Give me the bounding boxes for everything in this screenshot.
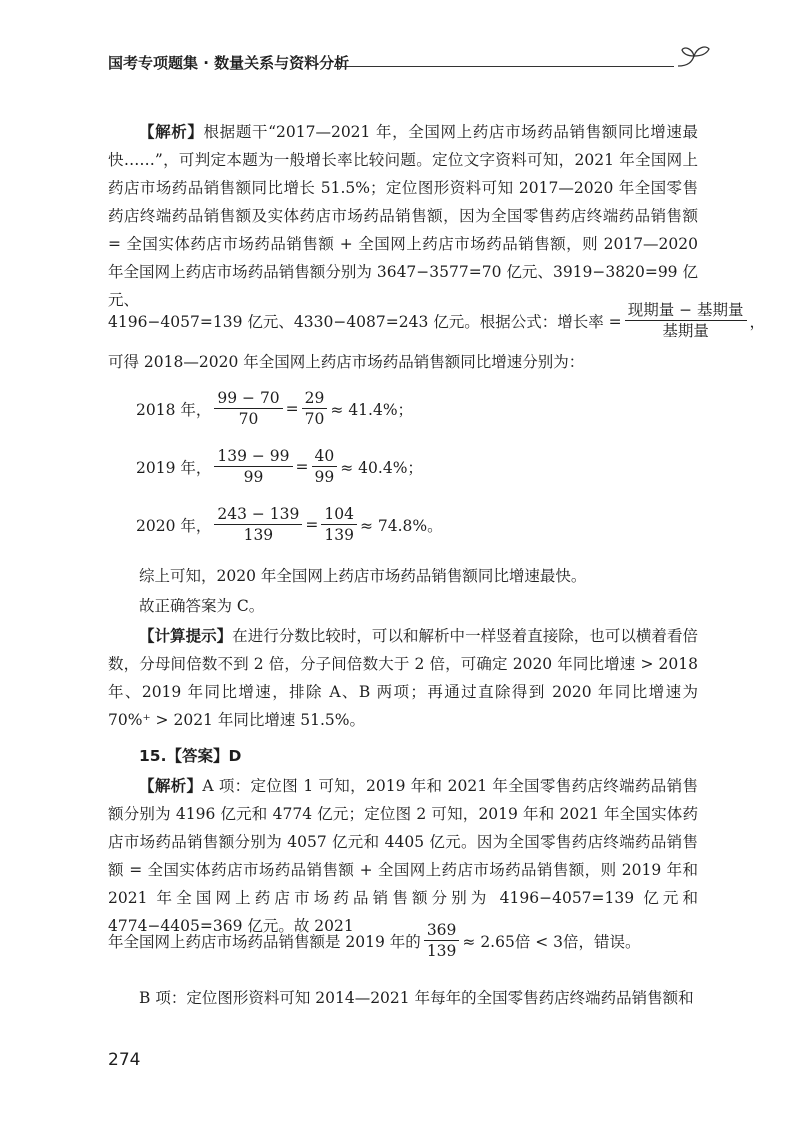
fraction-denominator: 139 [426, 942, 457, 960]
fraction-numerator: 99 − 70 [214, 388, 282, 409]
fraction-denominator: 139 [324, 526, 354, 544]
q15-analysis-paragraph [108, 772, 698, 940]
ratio-prefix: 年全国网上药店市场药品销售额是 2019 年的 [108, 932, 421, 951]
fraction-denominator: 99 [243, 468, 264, 486]
calc-fraction [214, 446, 292, 487]
calc-fraction [312, 446, 338, 487]
analysis-text: 根据题干“2017—2021 年，全国网上药店市场药品销售额同比增速最快……”，可判定本题为一般增长率比较问题。定位文字资料可知，2021 年全国网上药店市场药品销售额同比增长 51.5%；定位图形资料可知 2017—2020 年全国零售药店终端药品销售额及实体药店市场药品销售额，因为全国零售药店终端药品销售额 = 全国实体药店市场药品销售额 + 全国网上药店市场药品销售额，则 2017—2020 年全国网上药店市场药品销售额分别为 3647−3577=70 亿元、3919−3820=99 亿元、 [108, 123, 698, 309]
ratio-line [108, 920, 700, 961]
page-number: 274 [108, 1050, 141, 1070]
equals-sign: = [305, 515, 319, 534]
option-b-line: B 项：定位图形资料可知 2014—2021 年每年的全国零售药店终端药品销售额和 [139, 989, 694, 1007]
fraction-numerator: 369 [424, 920, 460, 941]
calc-year: 2019 年， [136, 458, 212, 477]
calc-line-2019 [136, 446, 423, 487]
conclusion-line: 综上可知，2020 年全国网上药店市场药品销售额同比增速最快。 [139, 567, 587, 585]
calc-result: ≈ 41.4%； [330, 400, 414, 419]
q15-answer [108, 742, 698, 770]
fraction-denominator: 99 [314, 468, 335, 486]
calc-year: 2020 年， [136, 516, 212, 535]
analysis-paragraph [108, 118, 698, 314]
formula-prefix: 4196−4057=139 亿元、4330−4087=243 亿元。根据公式：增长率 = [108, 312, 622, 331]
growth-formula-line [108, 300, 766, 341]
formula-suffix: ， [749, 312, 766, 331]
header-title: 国考专项题集 · 数量关系与资料分析 [108, 54, 350, 72]
sprout-icon [674, 40, 714, 74]
fraction-denominator: 基期量 [662, 322, 709, 340]
q15-answer-label: 15.【答案】D [139, 747, 242, 765]
fraction-numerator: 现期量 − 基期量 [625, 300, 747, 321]
calc-line-2020 [136, 504, 443, 545]
fraction-numerator: 40 [312, 446, 338, 467]
equals-sign: = [285, 399, 299, 418]
equals-sign: = [295, 457, 309, 476]
fraction-denominator: 70 [304, 410, 325, 428]
fraction-numerator: 139 − 99 [214, 446, 292, 467]
fraction-denominator: 139 [243, 526, 274, 544]
growth-intro: 可得 2018—2020 年全国网上药店市场药品销售额同比增速分别为： [108, 353, 585, 371]
ratio-suffix: ≈ 2.65倍 < 3倍，错误。 [462, 932, 641, 951]
calc-result: ≈ 40.4%； [340, 458, 423, 477]
q15-analysis-text: A 项：定位图 1 可知，2019 年和 2021 年全国零售药店终端药品销售额分别为 4196 亿元和 4774 亿元；定位图 2 可知，2019 年和 2021 年全国实体药店市场药品销售额分别为 4057 亿元和 4405 亿元。因为全国零售药店终端药品销售额 = 全国实体药店市场药品销售额 + 全国网上药店市场药品销售额，则 2019 年和 2021 年全国网上药店市场药品销售额分别为 4196−4057=139 亿元和 4774−4405=369 亿元。故 2021 [108, 777, 698, 935]
calc-fraction [214, 504, 302, 545]
calc-tip-paragraph [108, 622, 698, 734]
fraction-numerator: 29 [302, 388, 328, 409]
fraction-numerator: 243 − 139 [214, 504, 302, 525]
calc-fraction [321, 504, 357, 545]
growth-rate-fraction [625, 300, 747, 341]
calc-year: 2018 年， [136, 400, 212, 419]
fraction-denominator: 70 [238, 410, 259, 428]
analysis-tag: 【解析】 [139, 123, 204, 141]
ratio-fraction [424, 920, 460, 961]
fraction-numerator: 104 [321, 504, 357, 525]
running-header [108, 54, 708, 82]
calc-fraction [302, 388, 328, 429]
calc-tip-text: 在进行分数比较时，可以和解析中一样竖着直接除，也可以横着看倍数，分母间倍数不到 2 倍，分子间倍数大于 2 倍，可确定 2020 年同比增速 > 2018 年、2019 年同比增速，排除 A、B 两项；再通过直除得到 2020 年同比增速为 70%⁺ > 2021 年同比增速 51.5%。 [108, 627, 698, 729]
answer-line: 故正确答案为 C。 [139, 597, 265, 615]
q15-analysis-tag: 【解析】 [139, 777, 203, 795]
header-rule [334, 66, 674, 67]
calc-fraction [214, 388, 282, 429]
calc-line-2018 [136, 388, 413, 429]
calc-tip-tag: 【计算提示】 [139, 627, 233, 645]
calc-result: ≈ 74.8%。 [359, 516, 443, 535]
